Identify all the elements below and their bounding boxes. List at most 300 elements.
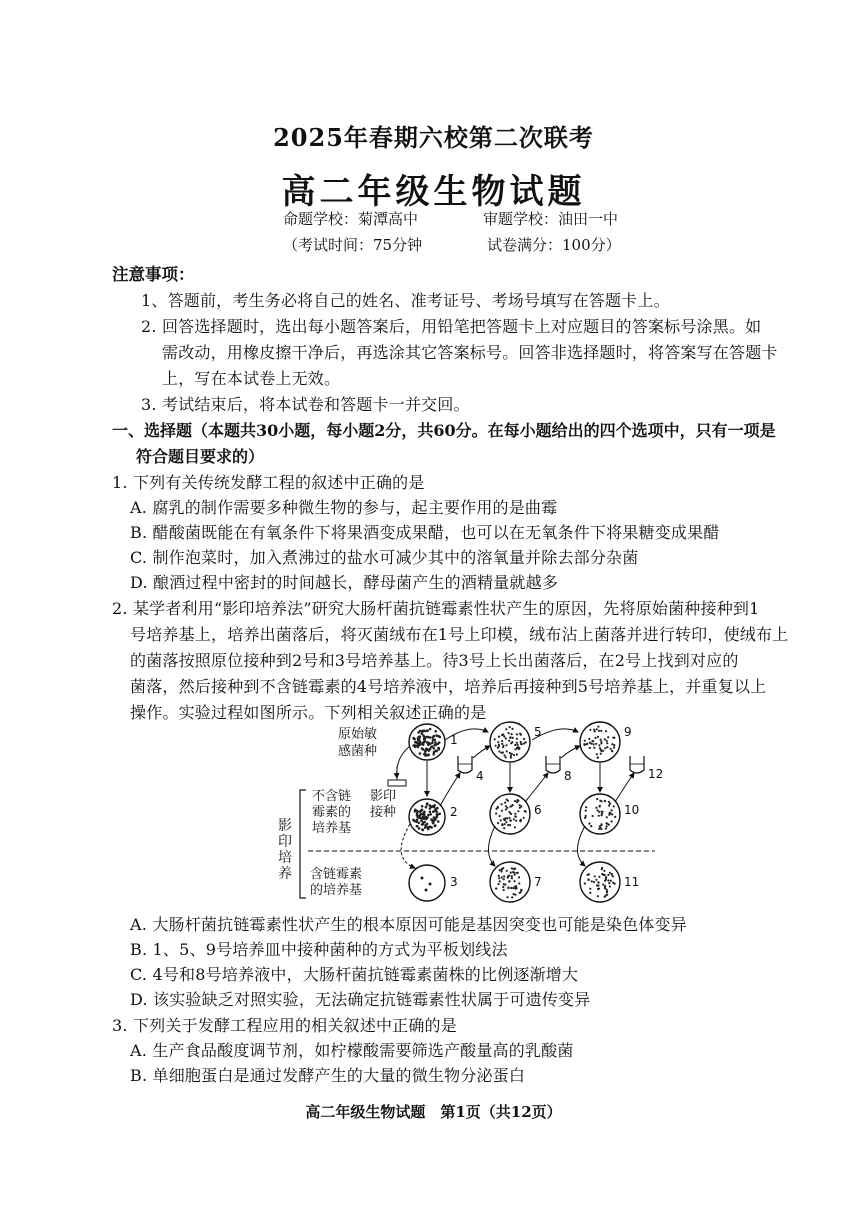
colony-dot bbox=[504, 823, 506, 825]
tube-4 bbox=[458, 756, 472, 773]
colony-dot bbox=[596, 798, 598, 800]
figure-label: 培养基 bbox=[312, 821, 352, 836]
colony-dot bbox=[513, 893, 515, 895]
velvet-pad bbox=[388, 780, 406, 786]
colony-dot bbox=[494, 738, 496, 740]
colony-dot bbox=[509, 752, 511, 754]
colony-dot bbox=[507, 875, 509, 877]
colony-dot bbox=[598, 876, 600, 878]
colony-dot bbox=[501, 740, 503, 742]
colony-dot bbox=[414, 810, 417, 813]
colony-dot bbox=[498, 736, 500, 738]
colony-dot bbox=[599, 747, 601, 749]
colony-dot bbox=[423, 821, 426, 824]
colony-dot bbox=[503, 878, 505, 880]
option-c: C. 制作泡菜时，加入煮沸过的盐水可减少其中的溶氧量并除去部分杂菌 bbox=[130, 548, 639, 567]
option-c: C. 4号和8号培养液中，大肠杆菌抗链霉素菌株的比例逐渐增大 bbox=[130, 965, 579, 984]
colony-dot bbox=[424, 754, 427, 757]
colony-dot bbox=[503, 827, 505, 829]
colony-dot bbox=[589, 729, 591, 731]
colony-dot bbox=[504, 819, 506, 821]
colony-dot bbox=[608, 804, 610, 806]
colony-dot bbox=[600, 730, 602, 732]
colony-dot bbox=[593, 743, 595, 745]
colony-dot bbox=[598, 811, 600, 813]
question-stem: 菌落，然后接种到不含链霉素的4号培养液中，培养后再接种到5号培养基上，并重复以上 bbox=[130, 677, 767, 696]
colony-dot bbox=[601, 814, 603, 816]
colony-dot bbox=[516, 872, 518, 874]
colony-dot bbox=[604, 874, 606, 876]
colony-dot bbox=[607, 879, 609, 881]
colony-dot bbox=[422, 743, 425, 746]
colony-dot bbox=[423, 730, 426, 733]
tube-12 bbox=[630, 756, 644, 773]
section-heading: 一、选择题（本题共30小题，每小题2分，共60分。在每小题给出的四个选项中，只有一项是 bbox=[112, 421, 776, 440]
colony-dot bbox=[427, 814, 430, 817]
colony-dot bbox=[520, 805, 522, 807]
figure-label: 感菌种 bbox=[338, 744, 378, 759]
colony-dot bbox=[427, 736, 430, 739]
question-stem: 2. 某学者利用“影印培养法”研究大肠杆菌抗链霉素性状产生的原因，先将原始菌种接种到1 bbox=[112, 599, 760, 618]
colony-dot bbox=[525, 811, 527, 813]
colony-dot bbox=[592, 815, 594, 817]
colony-dot bbox=[422, 748, 425, 751]
colony-dot bbox=[502, 746, 504, 748]
plate-number: 10 bbox=[624, 803, 640, 817]
colony-dot bbox=[503, 889, 505, 891]
colony-dot bbox=[518, 747, 520, 749]
setter-school: 命题学校：菊潭高中 bbox=[283, 210, 419, 228]
colony-dot bbox=[501, 876, 503, 878]
colony-dot bbox=[434, 824, 437, 827]
colony-dot bbox=[604, 880, 606, 882]
colony-dot bbox=[613, 737, 615, 739]
figure-label: 不含链 bbox=[312, 789, 352, 804]
colony-dot bbox=[517, 744, 519, 746]
colony-dot bbox=[510, 872, 512, 874]
option-b: B. 1、5、9号培养皿中接种菌种的方式为平板划线法 bbox=[130, 940, 508, 959]
colony-dot bbox=[432, 821, 435, 824]
colony-dot bbox=[497, 883, 499, 885]
bracket bbox=[300, 790, 306, 898]
colony-dot bbox=[437, 747, 440, 750]
colony-dot bbox=[417, 739, 420, 742]
colony-dot bbox=[597, 809, 599, 811]
colony-dot bbox=[598, 888, 600, 890]
colony-dot bbox=[498, 750, 500, 752]
colony-dot bbox=[598, 815, 600, 817]
colony-dot bbox=[414, 741, 417, 744]
colony-dot bbox=[507, 824, 509, 826]
colony-dot bbox=[600, 753, 602, 755]
colony-dot bbox=[589, 747, 591, 749]
colony-dot bbox=[425, 889, 428, 892]
colony-dot bbox=[503, 754, 505, 756]
colony-dot bbox=[609, 872, 611, 874]
colony-dot bbox=[583, 743, 585, 745]
colony-dot bbox=[503, 735, 505, 737]
colony-dot bbox=[426, 816, 429, 819]
colony-dot bbox=[424, 826, 427, 829]
colony-dot bbox=[589, 892, 591, 894]
plate-3 bbox=[409, 865, 445, 901]
colony-dot bbox=[604, 800, 606, 802]
colony-dot bbox=[511, 867, 513, 869]
colony-dot bbox=[611, 820, 613, 822]
colony-dot bbox=[502, 733, 504, 735]
colony-dot bbox=[614, 883, 616, 885]
colony-dot bbox=[609, 803, 611, 805]
colony-dot bbox=[597, 895, 599, 897]
colony-dot bbox=[512, 737, 514, 739]
colony-dot bbox=[596, 728, 598, 730]
colony-dot bbox=[437, 820, 440, 823]
colony-dot bbox=[610, 748, 612, 750]
colony-dot bbox=[516, 738, 518, 740]
colony-dot bbox=[602, 750, 604, 752]
colony-dot bbox=[499, 880, 501, 882]
colony-dot bbox=[417, 731, 420, 734]
colony-dot bbox=[420, 810, 423, 813]
figure-side-label: 培 bbox=[278, 850, 292, 866]
colony-dot bbox=[433, 739, 436, 742]
colony-dot bbox=[495, 813, 497, 815]
plate-number: 7 bbox=[534, 875, 542, 889]
colony-dot bbox=[509, 824, 511, 826]
colony-dot bbox=[584, 817, 586, 819]
tube-8 bbox=[546, 756, 560, 773]
colony-dot bbox=[514, 874, 516, 876]
colony-dot bbox=[513, 754, 515, 756]
colony-dot bbox=[421, 805, 424, 808]
colony-dot bbox=[514, 888, 516, 890]
colony-dot bbox=[584, 740, 586, 742]
colony-dot bbox=[611, 873, 613, 875]
notice-item: 1、答题前，考生务必将自己的姓名、准考证号、考场号填写在答题卡上。 bbox=[141, 291, 670, 310]
colony-dot bbox=[430, 826, 433, 829]
replica-plating-figure bbox=[270, 718, 670, 908]
colony-dot bbox=[611, 750, 613, 752]
colony-dot bbox=[586, 743, 588, 745]
colony-dot bbox=[501, 803, 503, 805]
question-stem: 1. 下列有关传统发酵工程的叙述中正确的是 bbox=[112, 473, 425, 492]
colony-dot bbox=[509, 736, 511, 738]
colony-dot bbox=[606, 825, 608, 827]
colony-dot bbox=[604, 886, 606, 888]
colony-dot bbox=[588, 823, 590, 825]
colony-dot bbox=[589, 888, 591, 890]
colony-dot bbox=[594, 875, 596, 877]
colony-dot bbox=[506, 870, 508, 872]
colony-dot bbox=[429, 728, 432, 731]
colony-dot bbox=[435, 810, 438, 813]
colony-dot bbox=[610, 880, 612, 882]
colony-dot bbox=[585, 810, 587, 812]
colony-dot bbox=[509, 819, 511, 821]
colony-dot bbox=[605, 730, 607, 732]
colony-dot bbox=[516, 753, 518, 755]
colony-dot bbox=[611, 809, 613, 811]
colony-dot bbox=[511, 753, 513, 755]
colony-dot bbox=[426, 741, 429, 744]
reviewer-school: 审题学校：油田一中 bbox=[483, 210, 619, 228]
colony-dot bbox=[598, 744, 600, 746]
colony-dot bbox=[605, 876, 607, 878]
colony-dot bbox=[504, 802, 506, 804]
colony-dot bbox=[506, 807, 508, 809]
colony-dot bbox=[509, 817, 511, 819]
colony-dot bbox=[513, 818, 515, 820]
section-heading-cont: 符合题目要求的） bbox=[136, 447, 265, 466]
colony-dot bbox=[599, 800, 601, 802]
figure-side-label: 影 bbox=[278, 818, 292, 834]
colony-dot bbox=[498, 877, 500, 879]
colony-dot bbox=[433, 744, 436, 747]
colony-dot bbox=[599, 827, 601, 829]
option-a: A. 大肠杆菌抗链霉素性状产生的根本原因可能是基因突变也可能是染色体变异 bbox=[130, 915, 687, 934]
colony-dot bbox=[607, 736, 609, 738]
colony-dot bbox=[613, 805, 615, 807]
option-b: B. 醋酸菌既能在有氧条件下将果酒变成果醋，也可以在无氧条件下将果糖变成果醋 bbox=[130, 523, 720, 542]
colony-dot bbox=[523, 817, 525, 819]
colony-dot bbox=[433, 816, 436, 819]
colony-dot bbox=[517, 800, 519, 802]
figure-label: 含链霉素 bbox=[310, 867, 363, 882]
colony-dot bbox=[415, 820, 418, 823]
colony-dot bbox=[593, 881, 595, 883]
notice-item: 需改动，用橡皮擦干净后，再选涂其它答案标号。回答非选择题时，将答案写在答题卡 bbox=[162, 343, 778, 362]
colony-dot bbox=[412, 744, 415, 747]
colony-dot bbox=[608, 882, 610, 884]
colony-dot bbox=[614, 816, 616, 818]
colony-dot bbox=[601, 873, 603, 875]
colony-dot bbox=[604, 896, 606, 898]
question-stem: 3. 下列关于发酵工程应用的相关叙述中正确的是 bbox=[112, 1016, 457, 1035]
colony-dot bbox=[425, 749, 428, 752]
colony-dot bbox=[606, 816, 608, 818]
colony-dot bbox=[421, 816, 424, 819]
colony-dot bbox=[507, 800, 509, 802]
colony-dot bbox=[596, 753, 598, 755]
colony-dot bbox=[418, 744, 421, 747]
option-d: D. 酿酒过程中密封的时间越长，酵母菌产生的酒精量就越多 bbox=[130, 573, 559, 592]
colony-dot bbox=[608, 801, 610, 803]
notice-item: 2. 回答选择题时，选出每小题答案后，用铅笔把答题卡上对应题目的答案标号涂黑。如 bbox=[141, 317, 762, 336]
colony-dot bbox=[514, 813, 516, 815]
figure-label: 原始敏 bbox=[338, 727, 378, 742]
colony-dot bbox=[512, 887, 514, 889]
colony-dot bbox=[601, 867, 603, 869]
colony-dot bbox=[434, 741, 437, 744]
figure-label: 接种 bbox=[370, 805, 397, 820]
colony-dot bbox=[523, 738, 525, 740]
colony-dot bbox=[505, 756, 507, 758]
colony-dot bbox=[429, 743, 432, 746]
colony-dot bbox=[436, 807, 439, 810]
colony-dot bbox=[584, 882, 586, 884]
colony-dot bbox=[505, 737, 507, 739]
colony-dot bbox=[595, 743, 597, 745]
colony-dot bbox=[511, 733, 513, 735]
colony-dot bbox=[518, 882, 520, 884]
plate-number: 3 bbox=[450, 875, 458, 889]
colony-dot bbox=[606, 890, 608, 892]
colony-dot bbox=[421, 813, 424, 816]
colony-dot bbox=[432, 810, 435, 813]
figure-label: 的培养基 bbox=[310, 883, 363, 898]
colony-dot bbox=[500, 819, 502, 821]
colony-dot bbox=[606, 823, 608, 825]
colony-dot bbox=[511, 741, 513, 743]
plate-number: 2 bbox=[450, 805, 458, 819]
colony-dot bbox=[516, 742, 518, 744]
colony-dot bbox=[418, 827, 421, 830]
colony-dot bbox=[499, 815, 501, 817]
question-stem: 号培养基上，培养出菌落后，将灭菌绒布在1号上印模，绒布沾上菌落并进行转印，使绒布上 bbox=[130, 625, 789, 644]
colony-dot bbox=[597, 757, 599, 759]
colony-dot bbox=[508, 880, 510, 882]
colony-dot bbox=[426, 802, 429, 805]
colony-dot bbox=[514, 800, 516, 802]
colony-dot bbox=[519, 892, 521, 894]
colony-dot bbox=[499, 869, 501, 871]
notice-heading: 注意事项： bbox=[112, 265, 195, 284]
colony-dot bbox=[505, 744, 507, 746]
colony-dot bbox=[506, 817, 508, 819]
question-stem: 的菌落按照原位接种到2号和3号培养基上。待3号上长出菌落后，在2号上找到对应的 bbox=[130, 651, 739, 670]
colony-dot bbox=[507, 887, 509, 889]
colony-dot bbox=[593, 729, 595, 731]
colony-dot bbox=[427, 753, 430, 756]
colony-dot bbox=[590, 743, 592, 745]
colony-dot bbox=[513, 868, 515, 870]
colony-dot bbox=[514, 872, 516, 874]
colony-dot bbox=[418, 817, 421, 820]
colony-dot bbox=[588, 879, 590, 881]
colony-dot bbox=[429, 883, 432, 886]
colony-dot bbox=[515, 820, 517, 822]
colony-dot bbox=[611, 743, 613, 745]
colony-dot bbox=[502, 751, 504, 753]
colony-dot bbox=[505, 728, 507, 730]
colony-dot bbox=[511, 728, 513, 730]
colony-dot bbox=[412, 737, 415, 740]
colony-dot bbox=[510, 813, 512, 815]
option-b: B. 单细胞蛋白是通过发酵产生的大量的微生物分泌蛋白 bbox=[130, 1066, 526, 1085]
colony-dot bbox=[585, 815, 587, 817]
colony-dot bbox=[498, 875, 500, 877]
plate-number: 1 bbox=[450, 733, 458, 747]
plate-number: 8 bbox=[564, 769, 572, 783]
colony-dot bbox=[433, 735, 436, 738]
colony-dot bbox=[597, 726, 599, 728]
colony-dot bbox=[508, 732, 510, 734]
colony-dot bbox=[511, 877, 513, 879]
figure-side-label: 养 bbox=[278, 866, 292, 882]
option-d: D. 该实验缺乏对照实验，无法确定抗链霉素性状属于可遗传变异 bbox=[130, 990, 591, 1009]
subject-title: 高二年级生物试题 bbox=[281, 172, 586, 212]
colony-dot bbox=[500, 870, 502, 872]
colony-dot bbox=[595, 807, 597, 809]
question-stem: 操作。实验过程如图所示。下列相关叙述正确的是 bbox=[130, 703, 487, 722]
colony-dot bbox=[604, 747, 606, 749]
colony-dot bbox=[416, 810, 419, 813]
colony-dot bbox=[514, 815, 516, 817]
colony-dot bbox=[597, 881, 599, 883]
colony-dot bbox=[601, 811, 603, 813]
colony-dot bbox=[510, 757, 512, 759]
colony-dot bbox=[419, 752, 422, 755]
colony-dot bbox=[585, 806, 587, 808]
colony-dot bbox=[592, 740, 594, 742]
colony-dot bbox=[418, 736, 421, 739]
colony-dot bbox=[606, 746, 608, 748]
colony-dot bbox=[519, 820, 521, 822]
colony-dot bbox=[433, 806, 436, 809]
plate-number: 5 bbox=[534, 725, 542, 739]
page-footer: 高二年级生物试题 第1页（共12页） bbox=[305, 1103, 562, 1121]
colony-dot bbox=[429, 811, 432, 814]
plate-9 bbox=[580, 722, 620, 762]
colony-dot bbox=[514, 894, 516, 896]
colony-dot bbox=[506, 896, 508, 898]
colony-dot bbox=[509, 726, 511, 728]
colony-dot bbox=[511, 805, 513, 807]
colony-dot bbox=[514, 826, 516, 828]
plate-number: 9 bbox=[624, 725, 632, 739]
colony-dot bbox=[435, 734, 438, 737]
notice-item: 上，写在本试卷上无效。 bbox=[162, 369, 341, 388]
colony-dot bbox=[609, 812, 611, 814]
colony-dot bbox=[433, 747, 436, 750]
colony-dot bbox=[520, 734, 522, 736]
colony-dot bbox=[593, 747, 595, 749]
colony-dot bbox=[521, 743, 523, 745]
colony-dot bbox=[426, 826, 429, 829]
colony-dot bbox=[606, 742, 608, 744]
colony-dot bbox=[598, 730, 600, 732]
colony-dot bbox=[505, 808, 507, 810]
colony-dot bbox=[503, 875, 505, 877]
colony-dot bbox=[513, 880, 515, 882]
colony-dot bbox=[606, 740, 608, 742]
colony-dot bbox=[607, 874, 609, 876]
colony-dot bbox=[416, 814, 419, 817]
colony-dot bbox=[600, 739, 602, 741]
figure-label: 霉素的 bbox=[312, 805, 352, 820]
full-score: 试卷满分：100分） bbox=[487, 236, 621, 254]
figure-side-label: 印 bbox=[278, 834, 292, 850]
colony-dot bbox=[495, 888, 497, 890]
option-a: A. 腐乳的制作需要多种微生物的参与，起主要作用的是曲霉 bbox=[130, 498, 558, 517]
colony-dot bbox=[501, 810, 503, 812]
colony-dot bbox=[612, 875, 614, 877]
notice-item: 3. 考试结束后，将本试卷和答题卡一并交回。 bbox=[141, 395, 470, 414]
colony-dot bbox=[430, 806, 433, 809]
colony-dot bbox=[426, 823, 429, 826]
colony-dot bbox=[497, 741, 499, 743]
colony-dot bbox=[604, 738, 606, 740]
colony-dot bbox=[501, 823, 503, 825]
colony-dot bbox=[503, 883, 505, 885]
plate-number: 11 bbox=[624, 875, 640, 889]
colony-dot bbox=[597, 736, 599, 738]
figure-label: 影印 bbox=[370, 789, 397, 804]
colony-dot bbox=[508, 740, 510, 742]
colony-dot bbox=[518, 876, 520, 878]
colony-dot bbox=[434, 730, 437, 733]
colony-dot bbox=[516, 733, 518, 735]
